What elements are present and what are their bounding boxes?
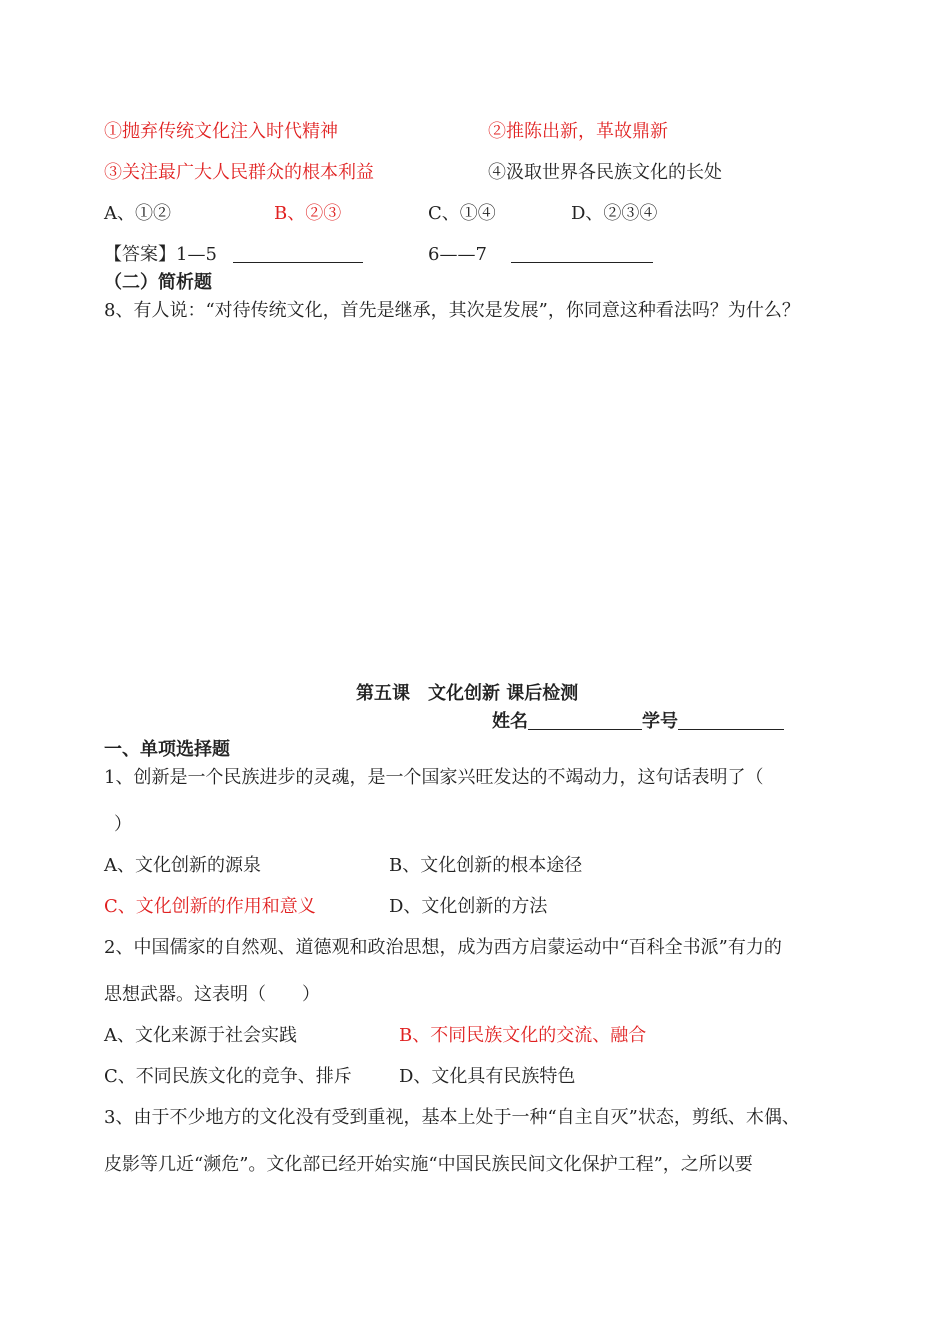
q2-choice-b: B、不同民族文化的交流、融合 [399,1025,647,1046]
q2-choice-a: A、文化来源于社会实践 [104,1025,297,1046]
choice-d: D、②③④ [571,203,658,224]
option-3: ③关注最广大人民群众的根本利益 [104,162,374,183]
question-3-line-2: 皮影等几近“濒危”。文化部已经开始实施“中国民族民间文化保护工程”，之所以要 [104,1154,753,1175]
option-4: ④汲取世界各民族文化的长处 [488,162,722,183]
q1-choice-d: D、文化创新的方法 [389,896,548,917]
student-info [492,710,784,734]
section-heading-analysis: （二）简析题 [104,272,212,293]
choice-b: B、②③ [274,203,342,224]
question-2-line-1: 2、中国儒家的自然观、道德观和政治思想，成为西方启蒙运动中“百科全书派”有力的 [104,937,782,958]
question-1-line-2: ） [114,814,132,835]
student-id-blank[interactable] [678,711,784,730]
q1-choice-b: B、文化创新的根本途径 [389,855,583,876]
answer-label-text: 【答案】1—5 [104,244,217,265]
student-id-label: 学号 [642,711,678,732]
q2-choice-c: C、不同民族文化的竞争、排斥 [104,1066,352,1087]
question-1-line-1: 1、创新是一个民族进步的灵魂，是一个国家兴旺发达的不竭动力，这句话表明了（ [104,767,764,788]
answer-blank-2[interactable] [511,244,653,263]
question-8: 8、有人说：“对待传统文化，首先是继承，其次是发展”，你同意这种看法吗？为什么？ [104,300,800,321]
q2-choice-d: D、文化具有民族特色 [399,1066,576,1087]
answer-range-2 [428,243,653,267]
section-heading-single-choice: 一、单项选择题 [104,739,230,760]
answer-blank-1[interactable] [233,244,363,263]
q1-choice-c: C、文化创新的作用和意义 [104,896,316,917]
name-label: 姓名 [492,711,528,732]
lesson-title: 第五课 文化创新 课后检测 [356,683,579,704]
answer-label [104,243,363,267]
choice-a: A、①② [104,203,171,224]
question-2-line-2: 思想武器。这表明（ ） [104,984,320,1005]
answer-range-2-text: 6——7 [428,244,487,265]
question-3-line-1: 3、由于不少地方的文化没有受到重视，基本上处于一种“自主自灭”状态，剪纸、木偶、 [104,1107,800,1128]
name-blank[interactable] [528,711,642,730]
choice-c: C、①④ [428,203,496,224]
option-2: ②推陈出新，革故鼎新 [488,121,668,142]
option-1: ①抛弃传统文化注入时代精神 [104,121,338,142]
q1-choice-a: A、文化创新的源泉 [104,855,261,876]
